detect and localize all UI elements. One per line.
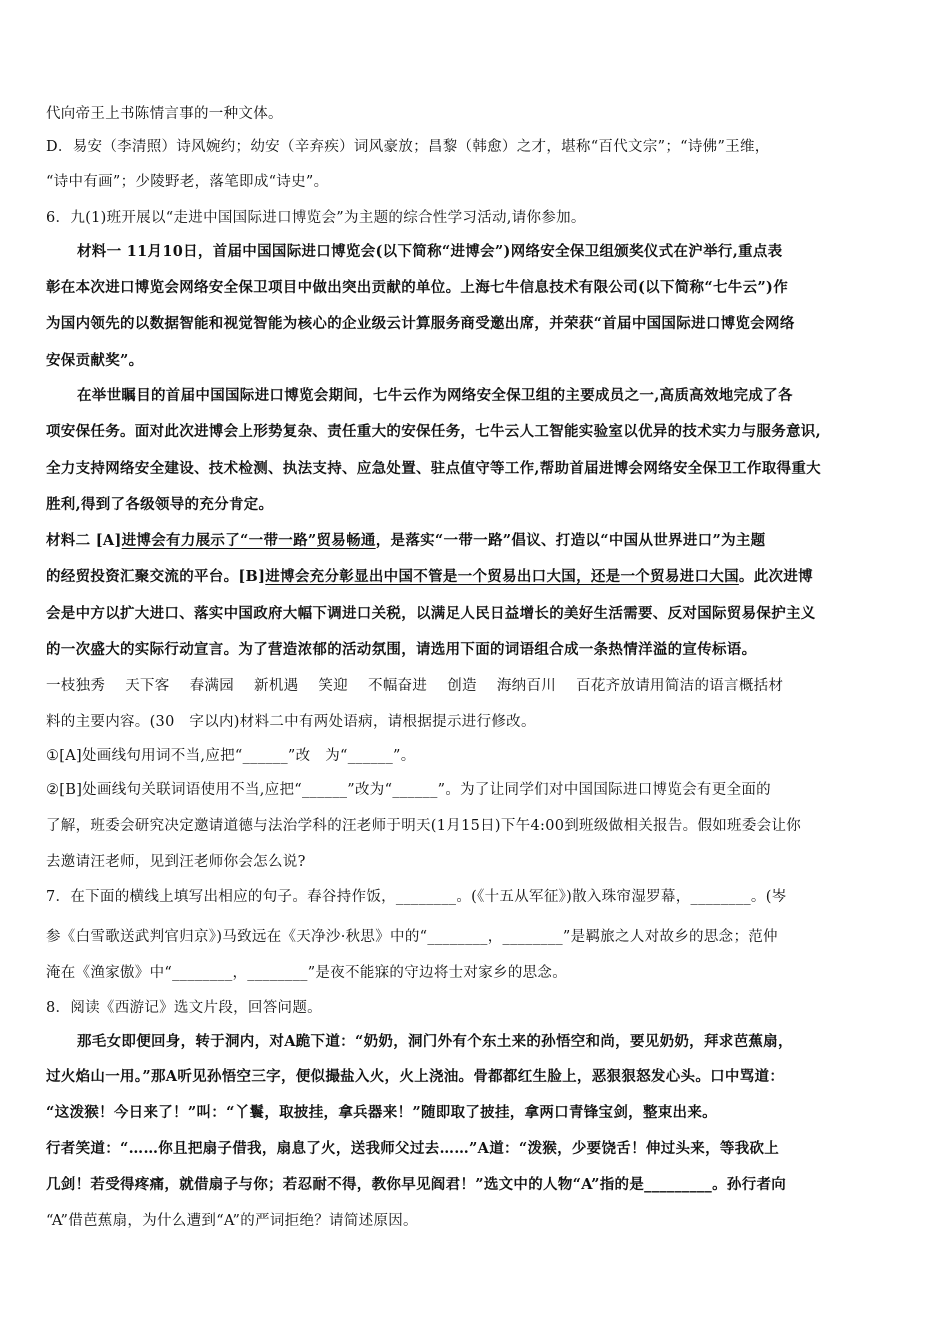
material-1-paragraph-2: 胜利,得到了各级领导的充分肯定。 [46,496,274,513]
word-choice: 不幅奋进 [368,678,428,694]
excerpt-line: “这泼猴！今日来了！”叫：“丫鬟，取披挂，拿兵器来！”随即取了披挂，拿两口青锋宝剑，整束出来。 [46,1104,717,1121]
material-1-line: 材料一 11月10日，首届中国国际进口博览会(以下简称“进博会”)网络安全保卫组颁奖仪式在沪举行,重点表 [77,243,783,260]
material-1-paragraph-2: 在举世瞩目的首届中国国际进口博览会期间，七牛云作为网络安全保卫组的主要成员之一,高质高效地完成了各 [77,387,793,404]
text: ，是落实“一带一路”倡议、打造以“中国从世界进口”为主题 [375,532,766,549]
word-choice: 天下客 [125,678,170,694]
material-1-paragraph-2: 全力支持网络安全建设、技术检测、执法支持、应急处置、驻点值守等工作,帮助首届进博会网络安全保卫工作取得重大 [46,460,821,477]
word-choices [46,676,910,696]
material-2-label: 材料二 [A] [46,532,122,549]
excerpt-line: 几剑！若受得疼痛，就借扇子与你；若忍耐不得，教你早见阎君！”选文中的人物“A”指的是_________。孙行者向 [46,1176,787,1193]
material-1-line: 安保贡献奖”。 [46,352,144,369]
question-7: 参《白雪歌送武判官归京》)马致远在《天净沙·秋思》中的“________，________”是羁旅之人对故乡的思念；范仲 [46,929,778,945]
question-text: 料的主要内容。(30 字以内)材料二中有两处语病，请根据提示进行修改。 [46,714,536,730]
material-1-line: 为国内领先的以数据智能和视觉智能为核心的企业级云计算服务商受邀出席，并荣获“首届中国国际进口博览会网络 [46,315,795,332]
question-6-heading: 6．九(1)班开展以“走进中国国际进口博览会”为主题的综合性学习活动,请你参加。 [46,210,586,226]
question-6-item-1: ①[A]处画线句用词不当,应把“______”改 为“______”。 [46,748,416,764]
material-1-paragraph-2: 项安保任务。面对此次进博会上形势复杂、责任重大的安保任务，七牛云人工智能实验室以优异的技术实力与服务意识, [46,423,821,440]
word-choice-tail: 百花齐放请用简洁的语言概括材 [576,678,784,694]
word-choice: 笑迎 [318,678,349,694]
excerpt-line: 行者笑道：“……你且把扇子借我，扇息了火，送我师父过去……”A道：“泼猴，少要饶舌！伸过头来，等我砍上 [46,1140,780,1157]
word-choice: 春满园 [189,678,235,694]
material-1-line: 彰在本次进口博览会网络安全保卫项目中做出突出贡献的单位。上海七牛信息技术有限公司(以下简称“七牛云”)作 [46,279,788,296]
question-text: 了解，班委会研究决定邀请道德与法治学科的汪老师于明天(1月15日)下午4:00到班级做相关报告。假如班委会让你 [46,818,802,834]
question-8-prompt: “A”借芭蕉扇，为什么遭到“A”的严词拒绝？请简述原因。 [46,1213,418,1229]
underlined-sentence-a: 进博会有力展示了“一带一路”贸易畅通 [121,532,376,549]
text-line: “诗中有画”；少陵野老，落笔即成“诗史”。 [46,174,329,190]
question-7: 淹在《渔家傲》中“________，________”是夜不能寐的守边将士对家乡的思念。 [46,965,568,981]
excerpt-line: 过火焰山一用。”那A听见孙悟空三字，便似撮盐入火，火上浇油。骨都都红生脸上，恶狠狠怒发心头。口中骂道： [46,1068,785,1085]
word-choice: 一枝独秀 [46,678,106,694]
word-choice: 新机遇 [254,678,299,694]
word-choice: 创造 [447,678,477,694]
material-2-line-1 [46,531,910,551]
question-text: 去邀请汪老师，见到汪老师你会怎么说? [46,854,306,870]
question-6-item-2: ②[B]处画线句关联词语使用不当,应把“______”改为“______”。为了让同学们对中国国际进口博览会有更全面的 [46,782,771,798]
option-d-line: D．易安（李清照）诗风婉约；幼安（辛弃疾）词风豪放；昌黎（韩愈）之才，堪称“百代文宗”；“诗佛”王维， [46,139,770,155]
text: 的经贸投资汇聚交流的平台。[B] [46,568,266,585]
question-8-heading: 8．阅读《西游记》选文片段，回答问题。 [46,1000,322,1016]
material-2-line-4: 的一次盛大的实际行动宣言。为了营造浓郁的活动氛围，请选用下面的词语组合成一条热情洋溢的宣传标语。 [46,641,757,658]
material-2-line-2 [46,567,910,587]
excerpt-line: 那毛女即便回身，转于洞内，对A跪下道：“奶奶，洞门外有个东土来的孙悟空和尚，要见奶奶，拜求芭蕉扇， [77,1033,793,1050]
word-choice: 海纳百川 [496,678,557,694]
material-2-line-3: 会是中方以扩大进口、落实中国政府大幅下调进口关税，以满足人民日益增长的美好生活需要、反对国际贸易保护主义 [46,605,816,622]
question-7: 7．在下面的横线上填写出相应的句子。春谷持作饭，________。(《十五从军征》)散入珠帘湿罗幕，________。(岑 [46,889,787,905]
text-line: 代向帝王上书陈情言事的一种文体。 [46,106,283,122]
underlined-sentence-b: 进博会充分彰显出中国不管是一个贸易出口大国，还是一个贸易进口大国 [265,568,739,585]
text: 。此次进博 [738,568,813,585]
